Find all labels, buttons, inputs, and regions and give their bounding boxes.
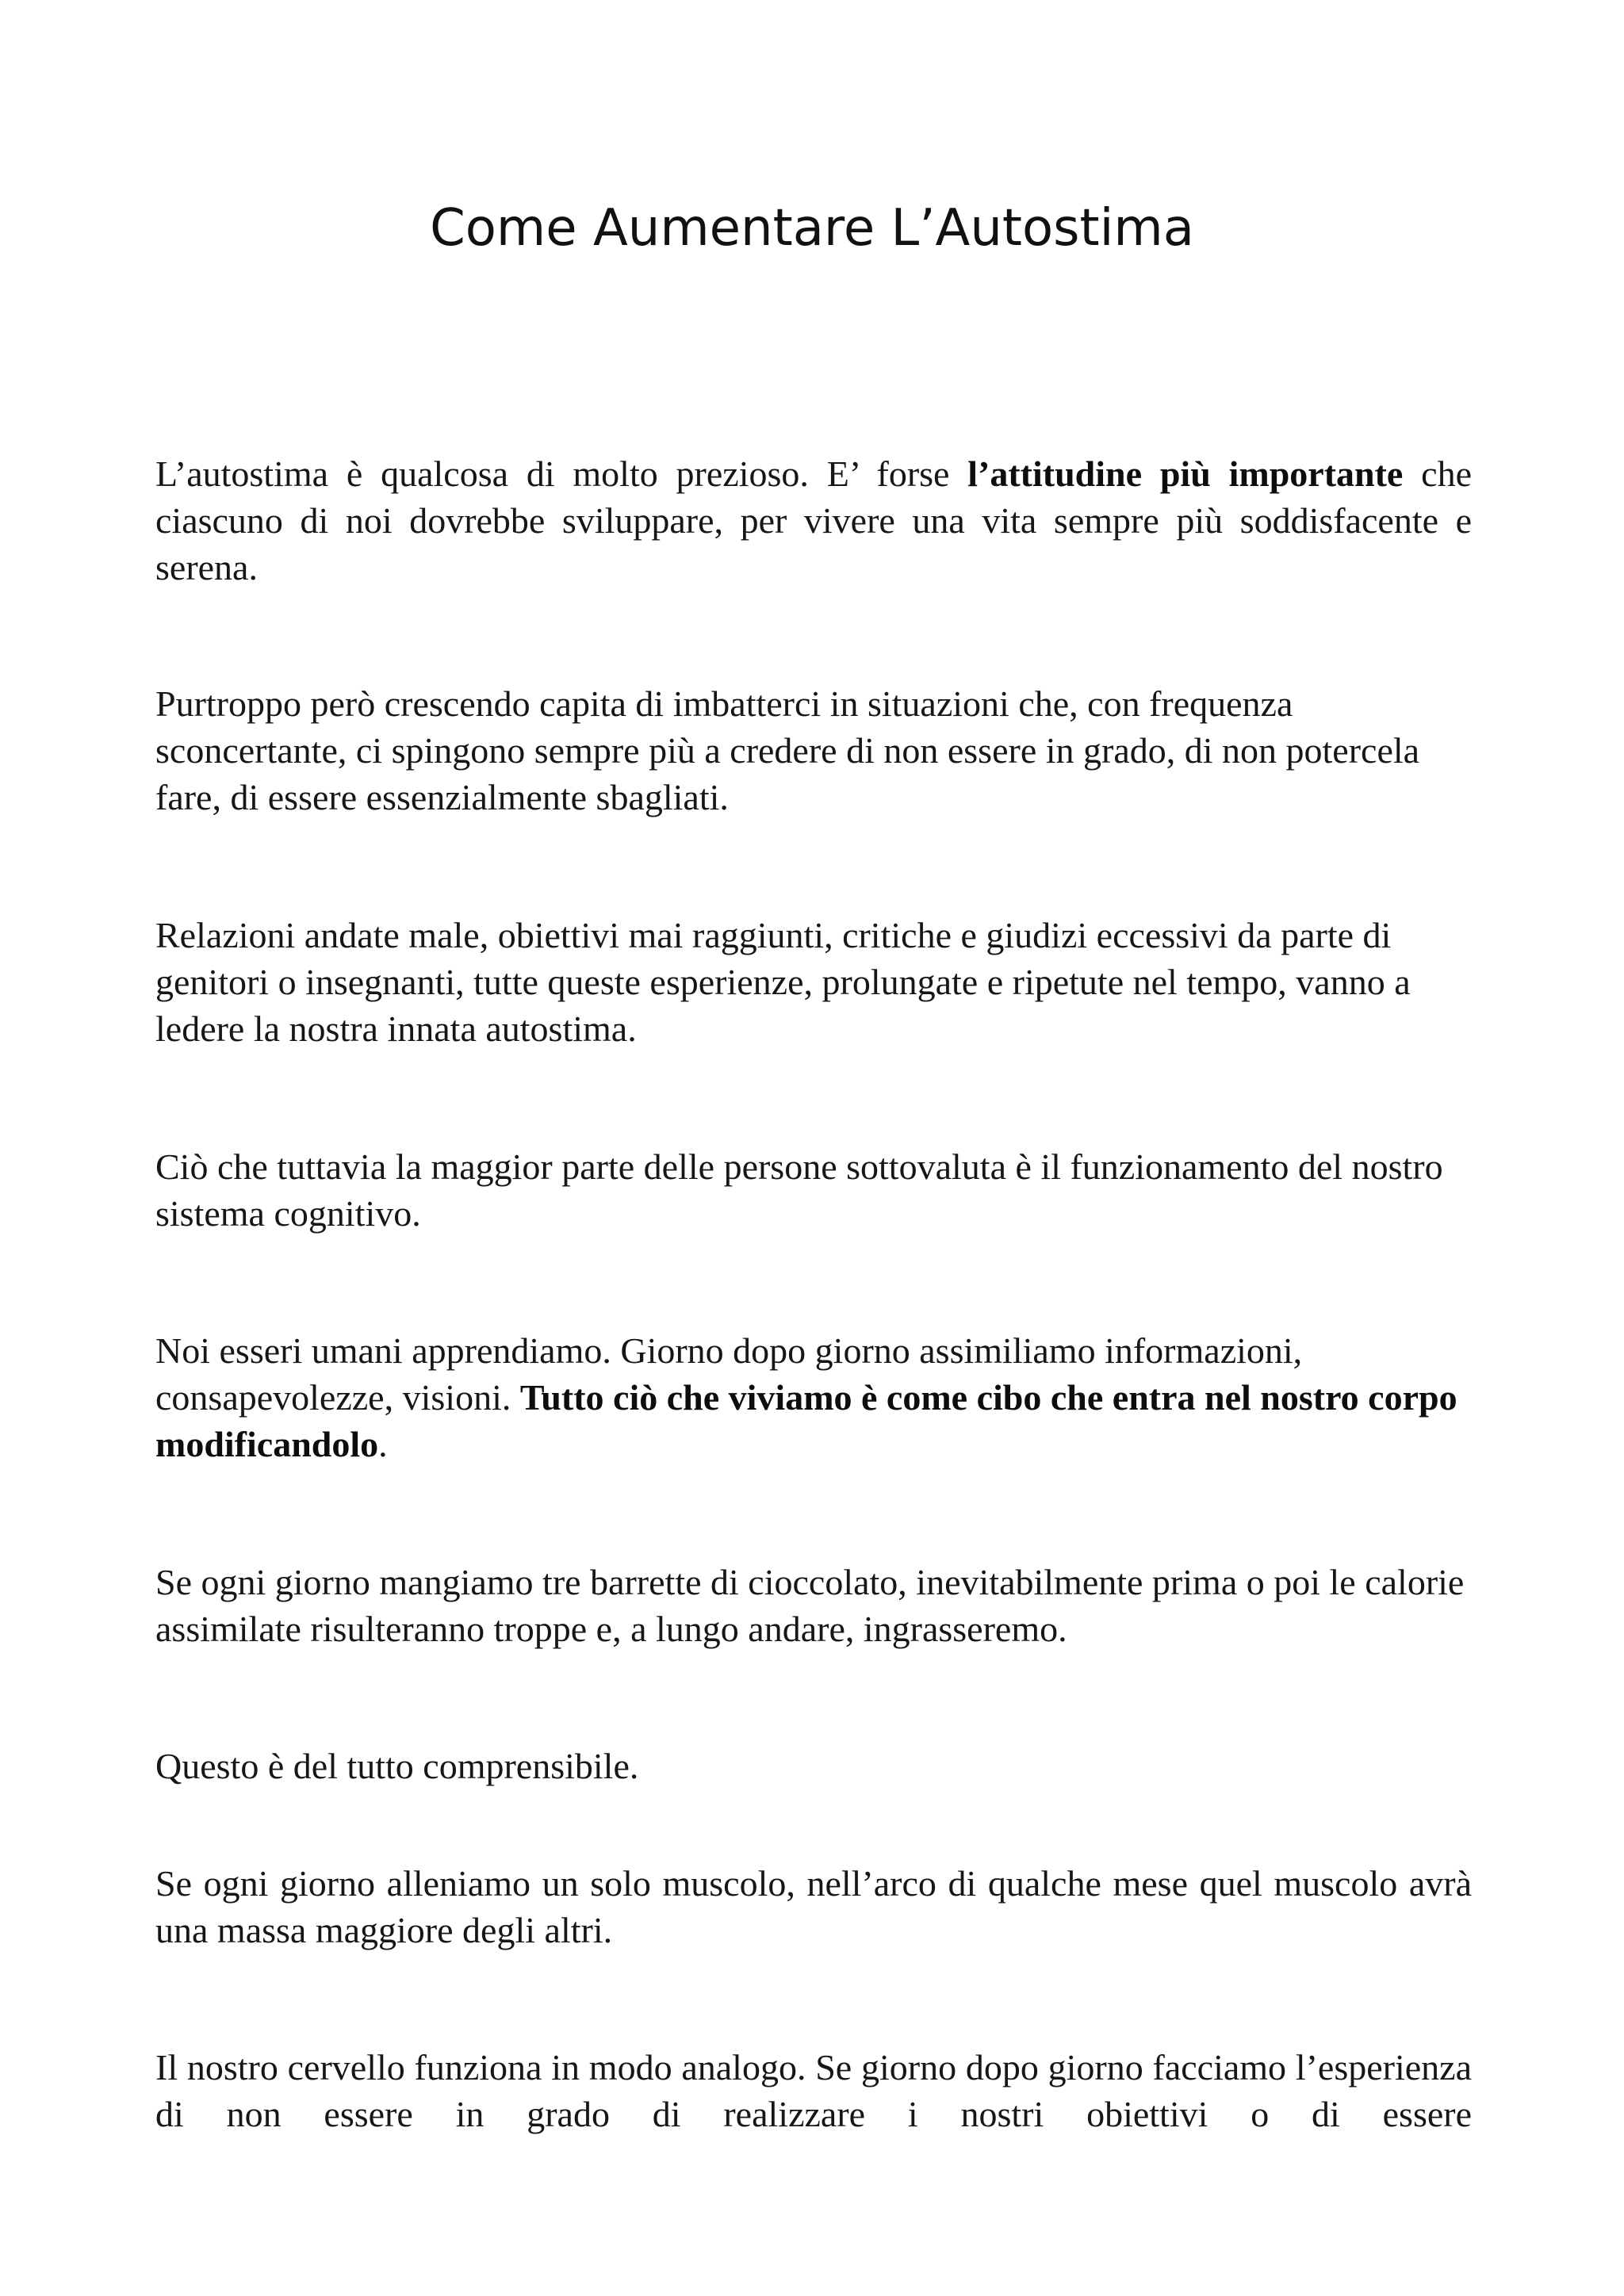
paragraph-bold-text: Tutto ciò che viviamo è come cibo che entra nel nostro corpo modificandolo [155, 1377, 1457, 1464]
paragraph [155, 912, 1472, 1052]
paragraph-text: che ciascuno di noi dovrebbe sviluppare, per vivere una vita sempre più soddisfacente e serena. [155, 453, 1472, 587]
paragraph-bold-text: l’attitudine più importante [967, 453, 1404, 494]
paragraph-text: Se ogni giorno alleniamo un solo muscolo, nell’arco di qualche mese quel muscolo avrà una massa maggiore degli altri. [155, 1863, 1472, 1950]
paragraph [155, 1559, 1472, 1652]
paragraph [155, 680, 1472, 821]
paragraph-text: Purtroppo però crescendo capita di imbatterci in situazioni che, con frequenza sconcertante, ci spingono sempre più a credere di non essere in grado, di non potercela fare, di essere essenzialmente sbagliati. [155, 683, 1420, 817]
paragraph [155, 1327, 1472, 1468]
paragraph-text: Questo è del tutto comprensibile. [155, 1746, 639, 1786]
paragraph-text: . [378, 1424, 388, 1464]
paragraph [155, 1143, 1472, 1237]
paragraph-text: L’autostima è qualcosa di molto prezioso. E’ forse [155, 453, 968, 494]
paragraph [155, 450, 1472, 591]
document-title: Come Aumentare L’Autostima [430, 199, 1194, 258]
paragraph-text: Se ogni giorno mangiamo tre barrette di cioccolato, inevitabilmente prima o poi le calorie assimilate risulteranno troppe e, a lungo andare, ingrasseremo. [155, 1562, 1465, 1649]
paragraph-text: Noi esseri umani apprendiamo. Giorno dopo giorno assimiliamo informazioni, consapevolezze, visioni. [155, 1330, 1303, 1418]
paragraph [155, 2044, 1472, 2137]
paragraph [155, 1743, 1472, 1789]
paragraph-text: Ciò che tuttavia la maggior parte delle persone sottovaluta è il funzionamento del nostro sistema cognitivo. [155, 1146, 1443, 1234]
paragraph-text: Il nostro cervello funziona in modo analogo. Se giorno dopo giorno facciamo l’esperienza di non essere in grado di realizzare i nostri obiettivi o di essere [155, 2047, 1472, 2134]
paragraph [155, 1860, 1472, 1954]
paragraph-text: Relazioni andate male, obiettivi mai raggiunti, critiche e giudizi eccessivi da parte di genitori o insegnanti, tutte queste esperienze, prolungate e ripetute nel tempo, vanno a ledere la nostra innata autostima. [155, 915, 1411, 1049]
